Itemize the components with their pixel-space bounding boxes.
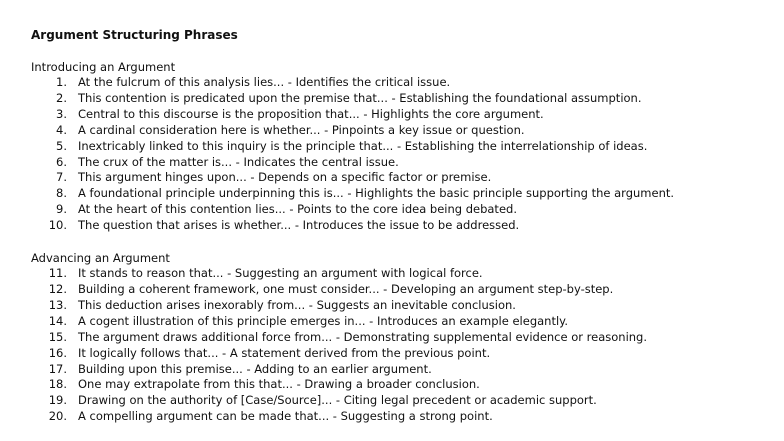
item-number: 10. xyxy=(48,218,67,233)
item-number: 11. xyxy=(48,266,67,281)
item-text: Drawing on the authority of [Case/Source]... - Citing legal precedent or academic support. xyxy=(78,393,597,408)
item-number: 3. xyxy=(56,106,67,121)
document-title: Argument Structuring Phrases xyxy=(31,28,238,42)
list-item xyxy=(31,377,784,393)
list-item xyxy=(31,107,784,123)
list-item xyxy=(31,155,784,171)
item-number: 15. xyxy=(48,329,67,344)
item-number: 1. xyxy=(56,75,67,89)
list-item xyxy=(31,298,784,314)
list-item xyxy=(31,409,784,425)
list-item xyxy=(31,314,784,330)
item-number: 4. xyxy=(56,122,67,137)
item-text: This argument hinges upon... - Depends on a specific factor or premise. xyxy=(78,170,492,185)
item-text: Inextricably linked to this inquiry is the principle that... - Establishing the interrelationship of ideas. xyxy=(78,138,648,153)
section-heading-introducing: Introducing an Argument xyxy=(31,60,176,74)
list-item xyxy=(31,123,784,139)
item-text: A cogent illustration of this principle emerges in... - Introduces an example elegantly. xyxy=(78,313,568,328)
item-text: It logically follows that... - A statement derived from the previous point. xyxy=(78,345,491,360)
item-number: 14. xyxy=(48,313,67,328)
item-text: The question that arises is whether... - Introduces the issue to be addressed. xyxy=(78,218,520,233)
item-number: 20. xyxy=(48,409,67,424)
item-text: It stands to reason that... - Suggesting an argument with logical force. xyxy=(78,266,483,281)
item-text: The argument draws additional force from... - Demonstrating supplemental evidence or reasoning. xyxy=(78,329,648,344)
item-text: This contention is predicated upon the premise that... - Establishing the foundational assumption. xyxy=(78,90,642,105)
item-text: Central to this discourse is the proposition that... - Highlights the core argument. xyxy=(78,106,544,121)
list-item xyxy=(31,362,784,378)
item-text: A foundational principle underpinning this is... - Highlights the basic principle supporting the argument. xyxy=(78,186,675,201)
phrase-list-advancing xyxy=(31,266,784,425)
list-item xyxy=(31,139,784,155)
list-item xyxy=(31,266,784,282)
item-number: 5. xyxy=(56,138,67,153)
item-text: At the heart of this contention lies... - Points to the core idea being debated. xyxy=(78,202,517,217)
item-text: A cardinal consideration here is whether... - Pinpoints a key issue or question. xyxy=(78,122,525,137)
list-item xyxy=(31,330,784,346)
item-text: This deduction arises inexorably from... - Suggests an inevitable conclusion. xyxy=(78,297,516,312)
item-number: 7. xyxy=(56,170,67,185)
section-heading-advancing: Advancing an Argument xyxy=(31,251,170,266)
phrase-list-introducing xyxy=(31,75,784,234)
list-item xyxy=(31,346,784,362)
item-text: A compelling argument can be made that... - Suggesting a strong point. xyxy=(78,409,493,424)
item-number: 6. xyxy=(56,154,67,169)
list-item xyxy=(31,186,784,202)
list-item xyxy=(31,170,784,186)
item-number: 19. xyxy=(48,393,67,408)
list-item xyxy=(31,75,784,91)
list-item xyxy=(31,202,784,218)
item-text: Building upon this premise... - Adding to an earlier argument. xyxy=(78,361,432,376)
item-text: Building a coherent framework, one must consider... - Developing an argument step-by-step. xyxy=(78,281,614,296)
item-number: 18. xyxy=(48,377,67,392)
item-text: One may extrapolate from this that... - Drawing a broader conclusion. xyxy=(78,377,480,392)
item-number: 16. xyxy=(48,345,67,360)
item-number: 2. xyxy=(56,90,67,105)
list-item xyxy=(31,91,784,107)
list-item xyxy=(31,393,784,409)
list-item xyxy=(31,282,784,298)
item-text: At the fulcrum of this analysis lies... - Identifies the critical issue. xyxy=(78,75,451,89)
item-number: 12. xyxy=(48,281,67,296)
item-number: 8. xyxy=(56,186,67,201)
item-number: 9. xyxy=(56,202,67,217)
item-text: The crux of the matter is... - Indicates the central issue. xyxy=(78,154,399,169)
item-number: 17. xyxy=(48,361,67,376)
list-item xyxy=(31,218,784,234)
item-number: 13. xyxy=(48,297,67,312)
